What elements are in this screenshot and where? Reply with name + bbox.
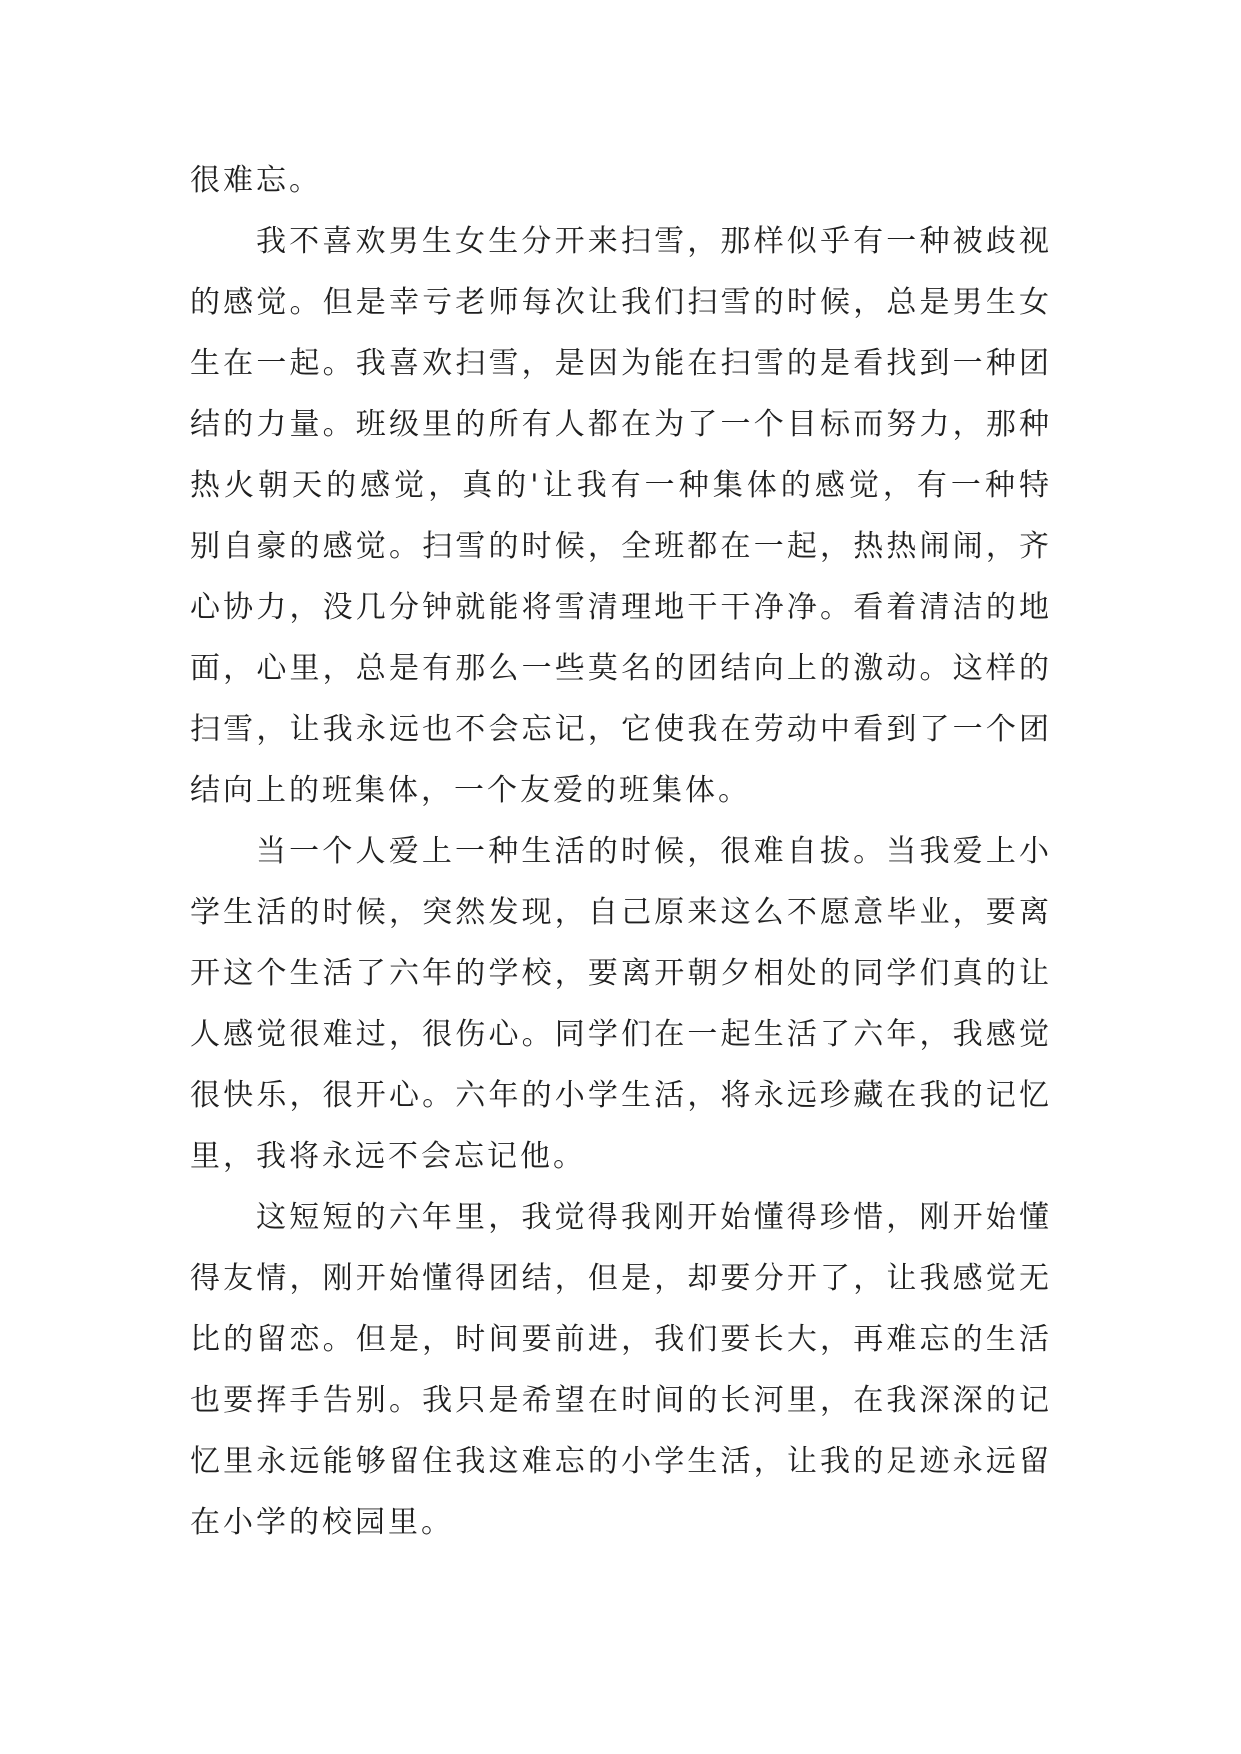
paragraph-six-years: 这短短的六年里，我觉得我刚开始懂得珍惜，刚开始懂得友情，刚开始懂得团结，但是，却要分开了，让我感觉无比的留恋。但是，时间要前进，我们要长大，再难忘的生活也要挥手告别。我只是希望在时间的长河里，在我深深的记忆里永远能够留住我这难忘的小学生活，让我的足迹永远留在小学的校园里。 [190,1200,1052,1540]
paragraph-sweeping-snow: 我不喜欢男生女生分开来扫雪，那样似乎有一种被歧视的感觉。但是幸亏老师每次让我们扫雪的时候，总是男生女生在一起。我喜欢扫雪，是因为能在扫雪的是看找到一种团结的力量。班级里的所有人都在为了一个目标而努力，那种热火朝天的感觉，真的'让我有一种集体的感觉，有一种特别自豪的感觉。扫雪的时候，全班都在一起，热热闹闹，齐心协力，没几分钟就能将雪清理地干干净净。看着清洁的地面，心里，总是有那么一些莫名的团结向上的激动。这样的扫雪，让我永远也不会忘记，它使我在劳动中看到了一个团结向上的班集体，一个友爱的班集体。 [190,224,1052,808]
document-body [190,150,1052,1553]
paragraph-continuation: 很难忘。 [190,163,322,198]
paragraph-school-life: 当一个人爱上一种生活的时候，很难自拔。当我爱上小学生活的时候，突然发现，自己原来这么不愿意毕业，要离开这个生活了六年的学校，要离开朝夕相处的同学们真的让人感觉很难过，很伤心。同学们在一起生活了六年，我感觉很快乐，很开心。六年的小学生活，将永远珍藏在我的记忆里，我将永远不会忘记他。 [190,834,1052,1174]
